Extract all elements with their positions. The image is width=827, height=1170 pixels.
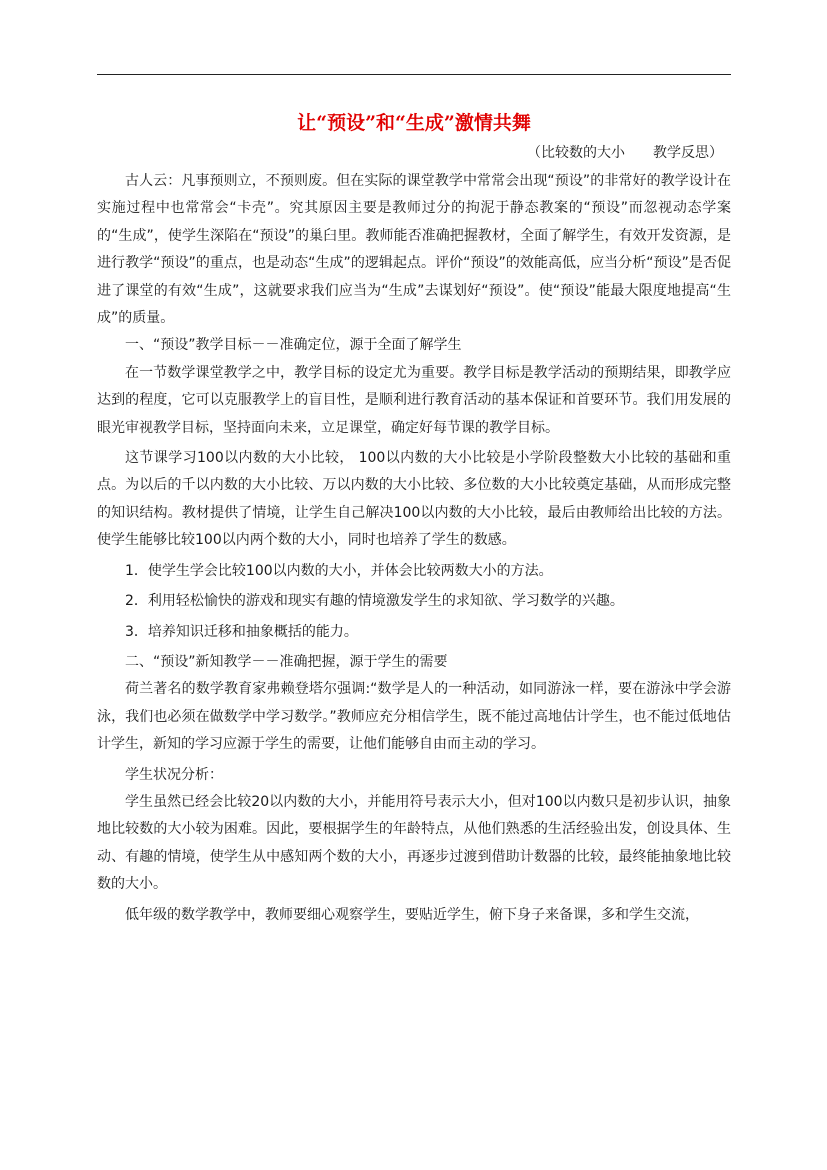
closing-paragraph: 低年级的数学教学中，教师要细心观察学生，要贴近学生，俯下身子来备课，多和学生交流，: [125, 906, 699, 923]
document-subtitle: （比较数的大小 教学反思）: [527, 145, 723, 161]
goal-item-3: 3．培养知识迁移和抽象概括的能力。: [125, 623, 358, 640]
section2-heading: 二、“预设”新知教学－－准确把握，源于学生的需要: [125, 653, 448, 670]
section1-paragraph-2: 这节课学习100以内数的大小比较， 100以内数的大小比较是小学阶段整数大小比较的基础和重点。为以后的千以内数的大小比较、万以内数的大小比较、多位数的大小比较奠定基础，从而形成完整的知识结构。教材提供了情境，让学生自己解决100以内数的大小比较，最后由教师给出比较的方法。使学生能够比较100以内两个数的大小，同时也培养了学生的数感。: [97, 450, 731, 549]
goal-item-1: 1．使学生学会比较100以内数的大小，并体会比较两数大小的方法。: [125, 562, 553, 579]
section1-paragraph-1: 在一节数学课堂教学之中，教学目标的设定尤为重要。教学目标是教学活动的预期结果，即教学应达到的程度，它可以克服教学上的盲目性，是顺利进行教育活动的基本保证和首要环节。我们用发展的眼光审视教学目标，坚持面向未来，立足课堂，确定好每节课的教学目标。: [97, 364, 731, 436]
analysis-paragraph: 学生虽然已经会比较20以内数的大小，并能用符号表示大小，但对100以内数只是初步认识，抽象地比较数的大小较为困难。因此，要根据学生的年龄特点，从他们熟悉的生活经验出发，创设具体、生动、有趣的情境，使学生从中感知两个数的大小，再逐步过渡到借助计数器的比较，最终能抽象地比较数的大小。: [97, 793, 731, 893]
document-page: [97, 107, 731, 929]
analysis-heading: 学生状况分析：: [125, 766, 223, 783]
intro-paragraph: 古人云：凡事预则立，不预则废。但在实际的课堂教学中常常会出现“预设”的非常好的教学设计在实施过程中也常常会“卡壳”。究其原因主要是教师过分的拘泥于静态教案的“预设”而忽视动态学案的“生成”，使学生深陷在“预设”的巢臼里。教师能否准确把握教材，全面了解学生，有效开发资源，是进行教学“预设”的重点，也是动态“生成”的逻辑起点。评价“预设”的效能高低，应当分析“预设”是否促进了课堂的有效“生成”，这就要求我们应当为“生成”去谋划好“预设”。使“预设”能最大限度地提高“生成”的质量。: [97, 173, 731, 327]
goal-item-2: 2．利用轻松愉快的游戏和现实有趣的情境激发学生的求知欲、学习数学的兴趣。: [125, 593, 624, 610]
header-rule: [97, 74, 731, 75]
section2-paragraph-1: 荷兰著名的数学教育家弗赖登塔尔强调:“数学是人的一种活动，如同游泳一样，要在游泳中学会游泳，我们也必须在做数学中学习数学。”教师应充分相信学生，既不能过高地估计学生，也不能过低地估计学生，新知的学习应源于学生的需要，让他们能够自由而主动的学习。: [97, 681, 731, 753]
document-title: 让“预设”和“生成”激情共舞: [297, 112, 531, 134]
document-body: [97, 168, 731, 929]
section1-heading: 一、“预设”教学目标－－准确定位，源于全面了解学生: [125, 337, 462, 354]
